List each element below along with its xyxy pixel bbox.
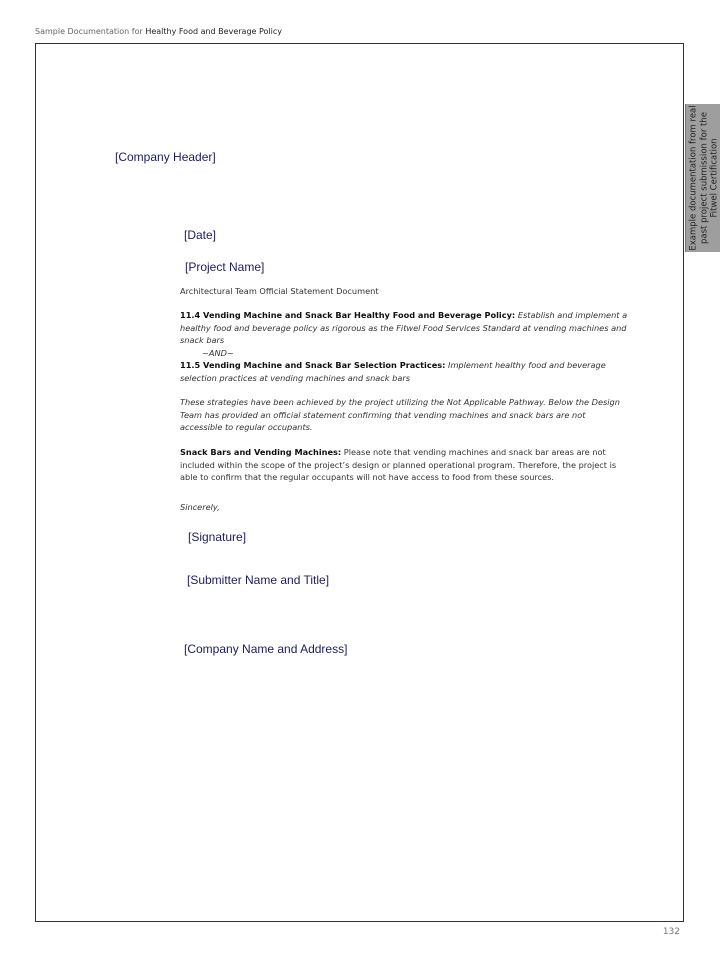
submitter-placeholder: [Submitter Name and Title] bbox=[187, 573, 330, 587]
document-caption bbox=[35, 27, 282, 36]
and-separator: ~AND~ bbox=[202, 347, 234, 358]
project-name-placeholder: [Project Name] bbox=[185, 260, 265, 274]
side-tab-text: Example documentation from real past project submission for the Fitwel Certification bbox=[687, 105, 719, 251]
closing bbox=[180, 501, 630, 514]
official-statement bbox=[180, 446, 630, 484]
side-tab bbox=[685, 104, 720, 252]
closing-text: Sincerely, bbox=[180, 502, 220, 512]
strategy-2-label: 11.5 Vending Machine and Snack Bar Selection Practices: bbox=[180, 360, 446, 371]
page-number: 132 bbox=[662, 927, 680, 937]
strategies-block bbox=[180, 309, 630, 385]
caption-title: Healthy Food and Beverage Policy bbox=[145, 27, 282, 36]
company-header: [Company Header] bbox=[115, 150, 216, 164]
document-subtitle: Architectural Team Official Statement Document bbox=[180, 286, 379, 296]
pathway-note bbox=[180, 396, 630, 434]
signature-placeholder: [Signature] bbox=[188, 530, 247, 544]
statement-text: Please note that vending machines and snack bar areas are not included within the scope of the project’s design or planned operational program. Therefore, the project is able to confirm that the regular occupants will not have access to food from these sources. bbox=[180, 447, 617, 483]
pathway-note-text: These strategies have been achieved by the project utilizing the Not Applicable Pathway. Below the Design Team has provided an official statement confirming that vending machines and snack bars are not accessible to regular occupants. bbox=[180, 397, 620, 433]
statement-label: Snack Bars and Vending Machines: bbox=[180, 447, 342, 457]
strategy-1-text: Establish and implement a healthy food and beverage policy as rigorous as the Fitwel Food Services Standard at vending machines and snack bars bbox=[180, 310, 628, 346]
strategy-1-label: 11.4 Vending Machine and Snack Bar Healthy Food and Beverage Policy: bbox=[180, 310, 516, 320]
caption-prefix: Sample Documentation for bbox=[35, 27, 143, 36]
company-address-placeholder: [Company Name and Address] bbox=[184, 642, 348, 656]
strategy-2-text: Implement healthy food and beverage selection practices at vending machines and snack bars bbox=[180, 360, 606, 383]
date-placeholder: [Date] bbox=[184, 228, 217, 242]
